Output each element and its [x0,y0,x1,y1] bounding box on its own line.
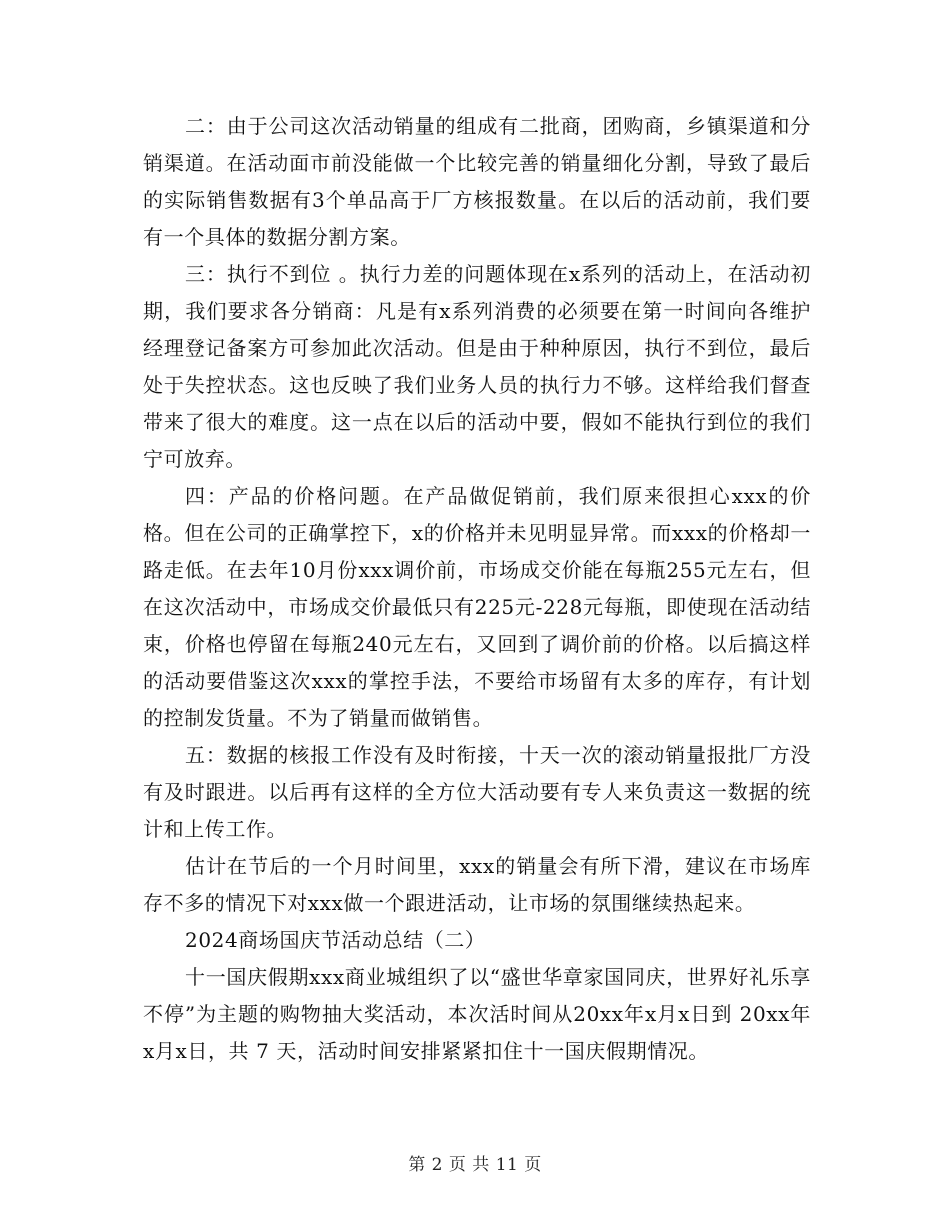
page-footer: 第 2 页 共 11 页 [408,1155,542,1175]
section-heading: 2024商场国庆节活动总结（二） [185,928,486,952]
paragraph-section-three: 三：执行不到位 。执行力差的问题体现在x系列的活动上，在活动初期，我们要求各分销商：凡是有x系列消费的必须要在第一时间向各维护经理登记备案方可参加此次活动。但是由于种种原因，执行不到位，最后处于失控状态。这也反映了我们业务人员的执行力不够。这样给我们督查带来了很大的难度。这一点在以后的活动中要，假如不能执行到位的我们宁可放弃。 [143,262,811,471]
document-body [143,108,811,1070]
paragraph-section-two: 二：由于公司这次活动销量的组成有二批商，团购商，乡镇渠道和分销渠道。在活动面市前没能做一个比较完善的销量细化分割，导致了最后的实际销售数据有3个单品高于厂方核报数量。在以后的活动前，我们要有一个具体的数据分割方案。 [143,114,811,249]
paragraph-section-four: 四：产品的价格问题。在产品做促销前，我们原来很担心xxx的价格。但在公司的正确掌控下，x的价格并未见明显异常。而xxx的价格却一路走低。在去年10月份xxx调价前，市场成交价能在每瓶255元左右，但在这次活动中，市场成交价最低只有225元-228元每瓶，即使现在活动结束，价格也停留在每瓶240元左右，又回到了调价前的价格。以后搞这样的活动要借鉴这次xxx的掌控手法，不要给市场留有太多的库存，有计划的控制发货量。不为了销量而做销售。 [143,484,811,730]
paragraph-estimate: 估计在节后的一个月时间里，xxx的销量会有所下滑，建议在市场库存不多的情况下对xxx做一个跟进活动，让市场的氛围继续热起来。 [143,854,811,915]
paragraph-national-day-intro: 十一国庆假期xxx商业城组织了以“盛世华章家国同庆，世界好礼乐享不停”为主题的购物抽大奖活动，本次活时间从20xx年x月x日到 20xx年x月x日，共 7 天，活动时间安排紧紧扣住十一国庆假期情况。 [143,965,811,1063]
paragraph-section-five: 五：数据的核报工作没有及时衔接，十天一次的滚动销量报批厂方没有及时跟进。以后再有这样的全方位大活动要有专人来负责这一数据的统计和上传工作。 [143,743,811,841]
